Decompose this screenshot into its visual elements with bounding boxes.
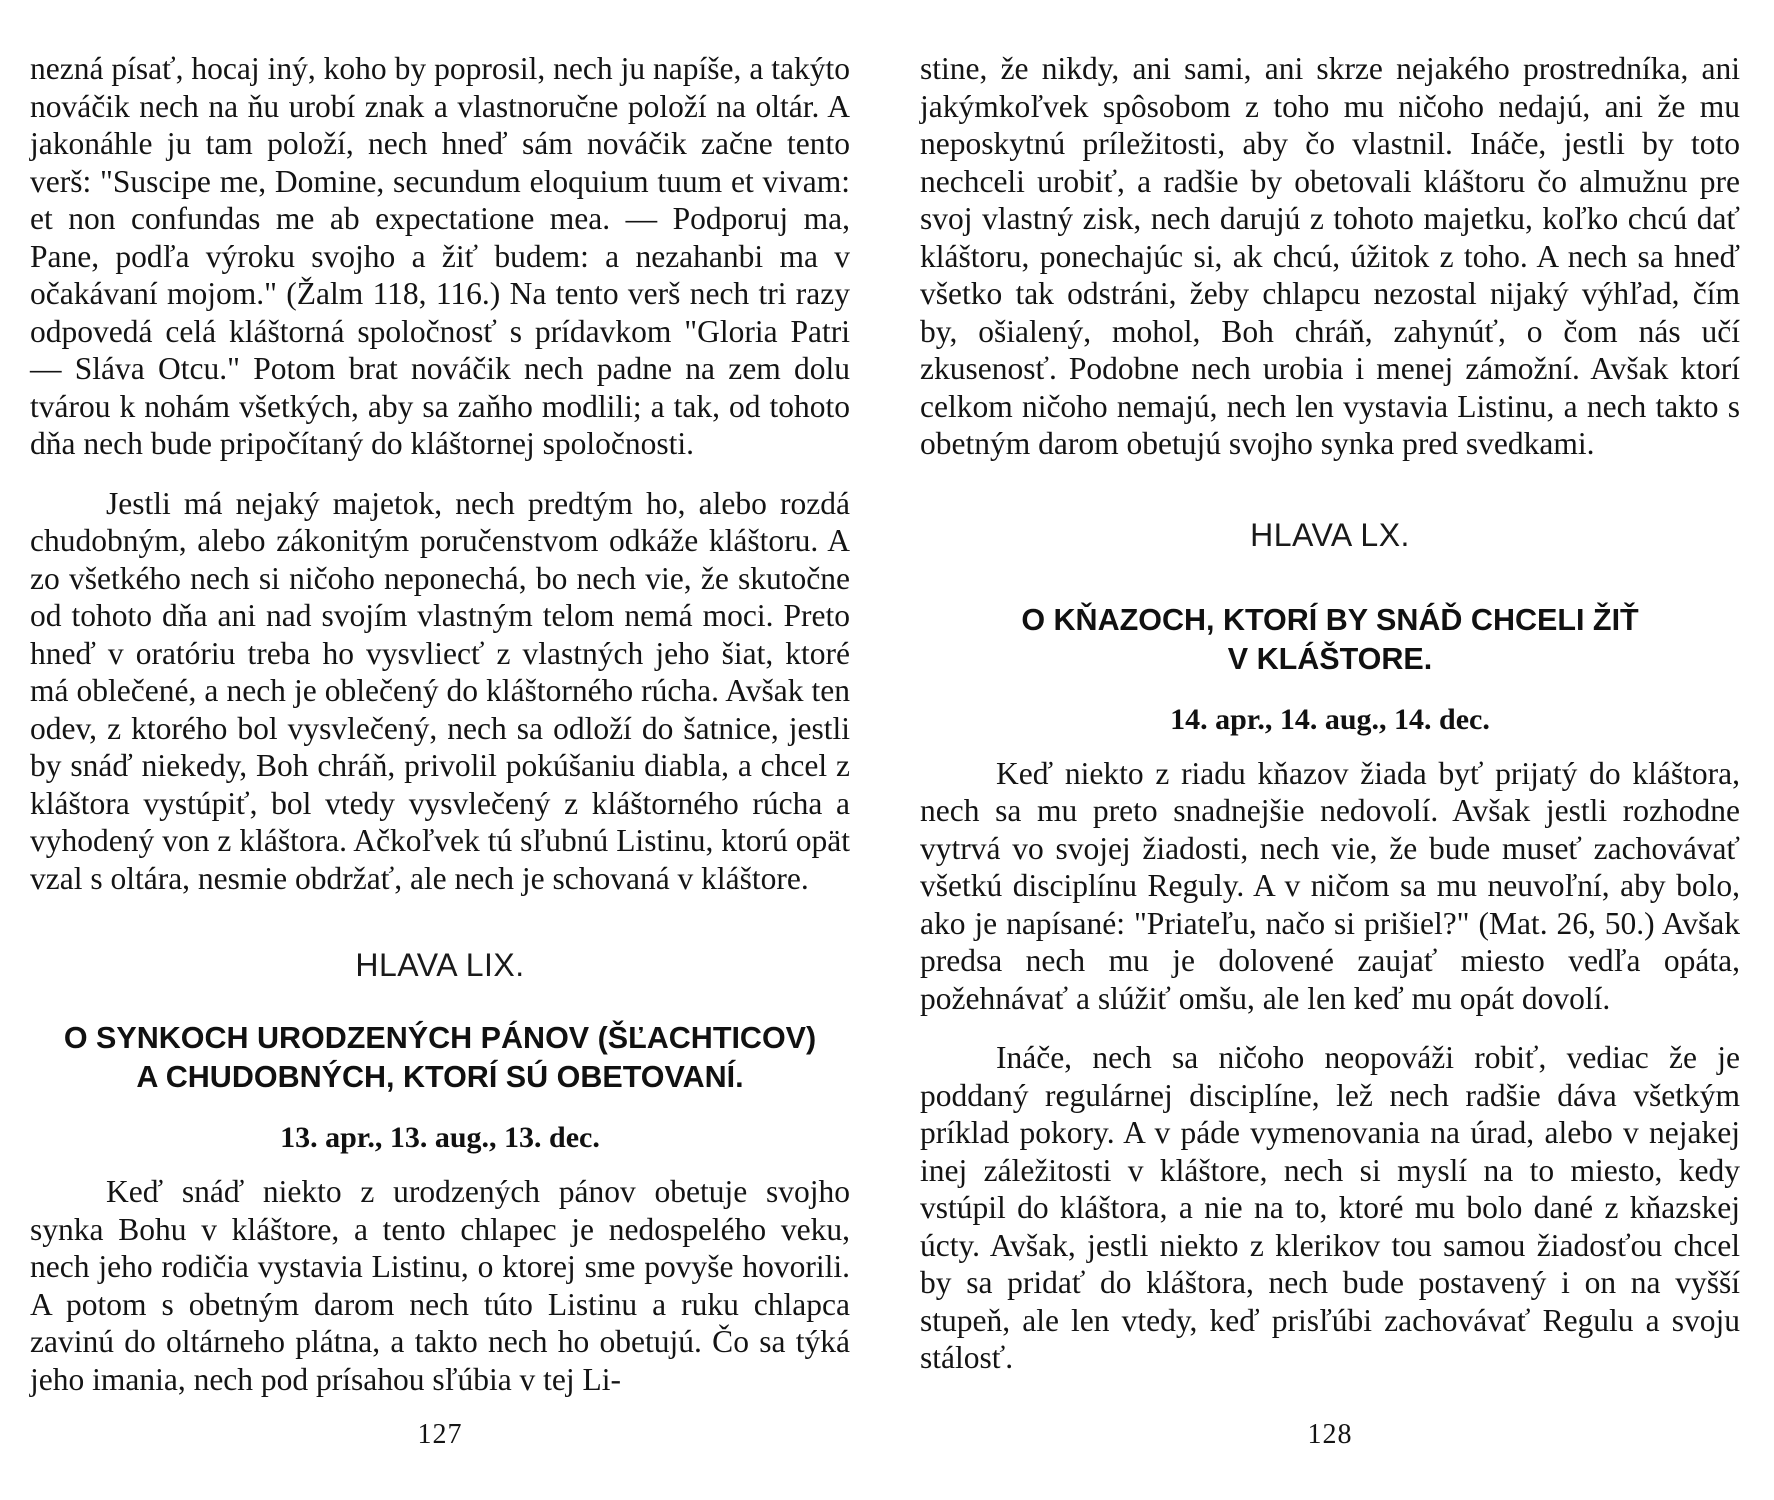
page-number: 127 (417, 1419, 463, 1450)
chapter-title-line: V KLÁŠTORE. (1227, 641, 1433, 676)
chapter-title (920, 601, 1740, 679)
paragraph-chapter-start: Keď snáď niekto z urodzených pánov obetuje svojho synka Bohu v kláštore, a tento chlapec je nedospelého veku, nech jeho rodičia vystavia Listinu, o ktorej sme povyše hovorili. A potom s obetným darom nech túto Listinu a ruku chlapca zavinú do oltárneho plátna, a takto nech ho obetujú. Čo sa týká jeho imania, nech pod prísahou sľúbia v tej Li- (30, 1174, 850, 1397)
paragraph-continuation: nezná písať, hocaj iný, koho by poprosil, nech ju napíše, a takýto nováčik nech na ňu urobí znak a vlastnoručne položí na oltár. A jakonáhle ju tam položí, nech hneď sám nováčik začne tento verš: "Suscipe me, Domine, secundum eloquium tuum et vivam: et non confundas me ab expectatione mea. — Podporuj ma, Pane, podľa výroku svojho a žiť budem: a nezahanbi ma v očakávaní mojom." (Žalm 118, 116.) Na tento verš nech tri razy odpovedá celá kláštorná spoločnosť s prídavkom "Gloria Patri — Sláva Otcu." Potom brat nováčik nech padne na zem dolu tvárou k nohám všetkých, aby sa zaňho modlili; a tak, od tohoto dňa nech bude pripočítaný do kláštornej spoločnosti. (30, 51, 850, 461)
page-number: 128 (1307, 1419, 1353, 1450)
chapter-dates: 14. apr., 14. aug., 14. dec. (1170, 702, 1490, 736)
right-page-text (920, 50, 1740, 1377)
paragraph-priests: Keď niekto z riadu kňazov žiada byť prijatý do kláštora, nech sa mu preto snadnejšie nedovolí. Avšak jestli rozhodne vytrvá vo svojej žiadosti, nech vie, že bude museť zachovávať všetkú disciplínu Reguly. A v ničom sa mu neuvoľní, aby bolo, ako je napísané: "Priateľu, načo si prišiel?" (Mat. 26, 50.) Avšak predsa nech mu je dolovené zaujať miesto vedľa opáta, požehnávať a slúžiť omšu, ale len keď mu opát dovolí. (920, 755, 1740, 1016)
left-page-text (30, 50, 850, 1398)
chapter-title (30, 1019, 850, 1097)
chapter-title-line: O KŇAZOCH, KTORÍ BY SNÁĎ CHCELI ŽIŤ (1021, 602, 1639, 637)
left-page (30, 0, 850, 1500)
paragraph-property: Jestli má nejaký majetok, nech predtým ho, alebo rozdá chudobným, alebo zákonitým poručenstvom odkáže kláštoru. A zo všetkého nech si ničoho neponechá, bo nech vie, že skutočne od tohoto dňa ani nad svojím vlastným telom nemá moci. Preto hneď v oratóriu treba ho vysvliecť z vlastných jeho šiat, ktoré má oblečené, a nech je oblečený do kláštorného rúcha. Avšak ten odev, z ktorého bol vysvlečený, nech sa odloží do šatnice, jestli by snáď niekedy, Boh chráň, privolil pokúšaniu diabla, a chcel z kláštora vystúpiť, bol vtedy vysvlečený z kláštorného rúcha a vyhodený von z kláštora. Ačkoľvek tú sľubnú Listinu, ktorú opät vzal s oltára, nesmie obdržať, ale nech je schovaná v kláštore. (30, 485, 850, 896)
chapter-label: HLAVA LX. (1250, 516, 1410, 553)
chapter-dates: 13. apr., 13. aug., 13. dec. (280, 1121, 600, 1154)
chapter-label: HLAVA LIX. (355, 947, 525, 983)
chapter-title-line: A CHUDOBNÝCH, KTORÍ SÚ OBETOVANÍ. (136, 1060, 744, 1094)
paragraph-continuation: stine, že nikdy, ani sami, ani skrze nejakého prostredníka, ani jakýmkoľvek spôsobom z toho mu ničoho nedajú, ani že mu neposkytnú príležitosti, aby čo vlastnil. Ináče, jestli by toto nechceli urobiť, a radšie by obetovali kláštoru čo almužnu pre svoj vlastný zisk, nech darujú z tohoto majetku, koľko chcú dať kláštoru, ponechajúc si, ak chcú, úžitok z toho. A nech sa hneď všetko tak odstráni, žeby chlapcu nezostal nijaký výhľad, čím by, ošialený, mohol, Boh chráň, zahynúť, o čom nás učí zkusenosť. Podobne nech urobia i menej zámožní. Avšak ktorí celkom ničoho nemajú, nech len vystavia Listinu, a nech takto s obetným darom obetujú svojho synka pred svedkami. (920, 51, 1740, 461)
paragraph-humility: Ináče, nech sa ničoho neopováži robiť, vediac že je poddaný regulárnej disciplíne, lež nech radšie dáva všetkým príklad pokory. A v páde vymenovania na úrad, alebo v nejakej inej záležitosti v kláštore, nech si myslí na to miesto, kedy vstúpil do kláštora, a nie na to, ktoré mu bolo dané z kňazskej úcty. Avšak, jestli niekto z klerikov tou samou žiadosťou chcel by sa pridať do kláštora, nech bude postavený i on na vyšší stupeň, ale len vtedy, keď prisľúbi zachovávať Regulu a svoju stálosť. (920, 1040, 1740, 1375)
chapter-title-line: O SYNKOCH URODZENÝCH PÁNOV (ŠĽACHTICOV) (63, 1021, 817, 1055)
right-page (920, 0, 1740, 1500)
